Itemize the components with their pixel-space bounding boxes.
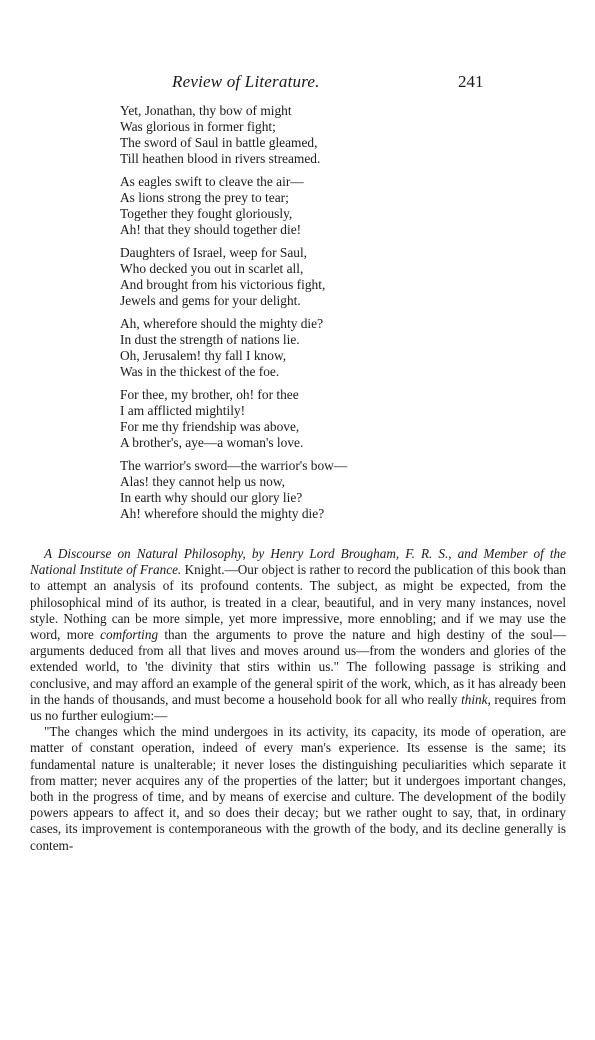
verse-line: Together they fought gloriously, bbox=[120, 206, 293, 221]
review-body-text: requires from us no further eulogium:— bbox=[30, 691, 567, 724]
verse-line: For thee, my brother, oh! for thee bbox=[120, 387, 299, 402]
verse-line: Alas! they cannot help us now, bbox=[120, 474, 285, 489]
verse-line: Who decked you out in scarlet all, bbox=[120, 261, 304, 276]
poem bbox=[120, 103, 540, 529]
verse-line: As eagles swift to cleave the air— bbox=[120, 174, 304, 189]
poem-stanza bbox=[120, 316, 540, 380]
verse-line: Was in the thickest of the foe. bbox=[120, 364, 280, 379]
verse-line: Daughters of Israel, weep for Saul, bbox=[120, 245, 308, 260]
poem-stanza bbox=[120, 458, 540, 522]
verse-line: In earth why should our glory lie? bbox=[120, 490, 303, 505]
verse-line: For me thy friendship was above, bbox=[120, 419, 300, 434]
verse-line: Ah, wherefore should the mighty die? bbox=[120, 316, 324, 331]
review-heading-suffix: Knight.— bbox=[181, 562, 238, 578]
running-title: Review of Literature. bbox=[172, 72, 320, 91]
review-body-text: than the arguments to prove the nature and high destiny of the soul—arguments deduced from all that lives and moves around us—from the wonders and glories of the extended world, to 'the divinity that stirs within us." The following passage is striking and conclusive, and may afford an example of the general spirit of the work, which, as it has already been in the hands of thousands, and must become a household book for all who really bbox=[30, 627, 567, 707]
review-body-text: Our object is rather to record the publication of this book than to attempt an analysis of its profound contents. The subject, as might be expected, from the philosophical mind of its author, is treated in a clear, beautiful, and in very many instances, novel style. Nothing can be more simple, yet more impressive, more ennobling; and if we may use the word, more bbox=[30, 562, 566, 643]
verse-line: Till heathen blood in rivers streamed. bbox=[120, 151, 321, 166]
running-head bbox=[0, 72, 595, 94]
poem-stanza bbox=[120, 387, 540, 451]
review-section bbox=[30, 546, 566, 854]
quoted-passage: "The changes which the mind undergoes in its activity, its capacity, its mode of operation, are matter of constant operation, indeed of every man's experience. Its essense is the same; its fundamental nature is unalterable; it never loses the distinguishing peculiarities which separate it from matter; never acquires any of the properties of the latter; but it undergoes important changes, both in the progress of time, and by means of exercise and culture. The development of the bodily powers appears to affect it, and so does their decay; but we rather ought to say, that, in ordinary cases, its improvement is contemporaneous with the growth of the body, and its decline generally is contem- bbox=[30, 724, 566, 853]
verse-line: Was glorious in former fight; bbox=[120, 119, 276, 134]
review-emphasis: comforting bbox=[100, 627, 159, 643]
verse-line: A brother's, aye—a woman's love. bbox=[120, 435, 304, 450]
verse-line: The sword of Saul in battle gleamed, bbox=[120, 135, 318, 150]
verse-line: Ah! that they should together die! bbox=[120, 222, 302, 237]
review-emphasis: think, bbox=[461, 691, 491, 707]
verse-line: And brought from his victorious fight, bbox=[120, 277, 326, 292]
page-number: 241 bbox=[458, 72, 484, 91]
review-paragraph bbox=[30, 546, 566, 724]
verse-line: As lions strong the prey to tear; bbox=[120, 190, 289, 205]
verse-line: Jewels and gems for your delight. bbox=[120, 293, 301, 308]
poem-stanza bbox=[120, 245, 540, 309]
verse-line: In dust the strength of nations lie. bbox=[120, 332, 300, 347]
poem-stanza bbox=[120, 103, 540, 167]
verse-line: Yet, Jonathan, thy bow of might bbox=[120, 103, 292, 118]
verse-line: Ah! wherefore should the mighty die? bbox=[120, 506, 325, 521]
review-heading: A Discourse on Natural Philosophy, by Henry Lord Brougham, F. R. S., and Member of the National Institute of France. bbox=[30, 546, 566, 578]
verse-line: I am afflicted mightily! bbox=[120, 403, 246, 418]
verse-line: Oh, Jerusalem! thy fall I know, bbox=[120, 348, 287, 363]
verse-line: The warrior's sword—the warrior's bow— bbox=[120, 458, 348, 473]
poem-stanza bbox=[120, 174, 540, 238]
